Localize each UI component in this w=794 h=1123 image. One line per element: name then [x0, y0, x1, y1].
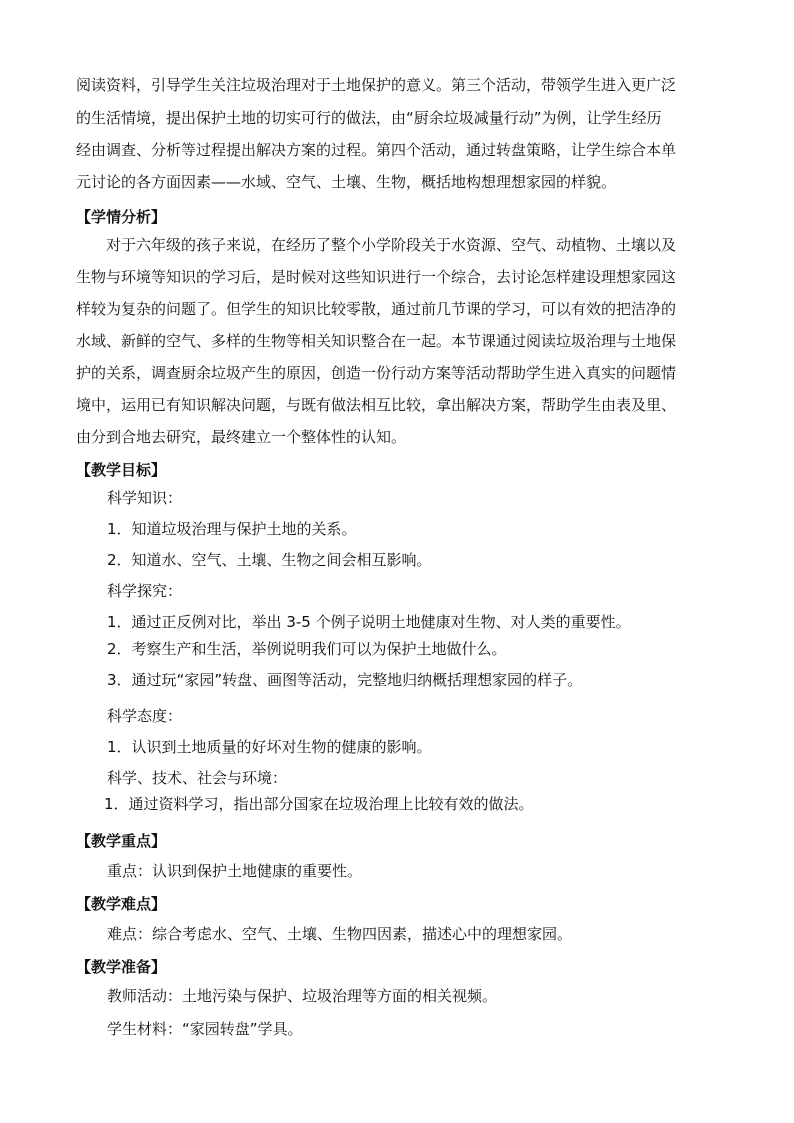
heading-preparation: 【教学准备】	[76, 958, 167, 976]
difficulty-text: 难点：综合考虑水、空气、土壤、生物四因素，描述心中的理想家园。	[107, 925, 573, 943]
attitude-item-1: 1．认识到土地质量的好坏对生物的健康的影响。	[107, 738, 432, 756]
inquiry-item-1: 1．通过正反例对比，举出 3-5 个例子说明土地健康对生物、对人类的重要性。	[107, 613, 631, 631]
knowledge-item-2: 2．知道水、空气、土壤、生物之间会相互影响。	[107, 551, 432, 569]
inquiry-item-3: 3．通过玩“家园”转盘、画图等活动，完整地归纳概括理想家园的样子。	[107, 671, 583, 689]
analysis-line-6: 境中，运用已有知识解决问题，与既有做法相互比较，拿出解决方案，帮助学生由表及里、	[76, 396, 677, 414]
preparation-teacher: 教师活动：土地污染与保护、垃圾治理等方面的相关视频。	[107, 987, 498, 1005]
key-point-text: 重点：认识到保护土地健康的重要性。	[107, 862, 363, 880]
attitude-label: 科学态度：	[107, 707, 183, 725]
intro-line-4: 元讨论的各方面因素——水域、空气、土壤、生物，概括地构想理想家园的样貌。	[76, 173, 617, 191]
analysis-line-1: 对于六年级的孩子来说，在经历了整个小学阶段关于水资源、空气、动植物、土壤以及	[106, 236, 677, 254]
analysis-line-2: 生物与环境等知识的学习后，是时候对这些知识进行一个综合，去讨论怎样建设理想家园这	[76, 268, 677, 286]
analysis-line-7: 由分到合地去研究，最终建立一个整体性的认知。	[76, 428, 407, 446]
knowledge-label: 科学知识：	[107, 489, 183, 507]
analysis-line-4: 水域、新鲜的空气、多样的生物等相关知识整合在一起。本节课通过阅读垃圾治理与土地保	[76, 332, 677, 350]
sts-label: 科学、技术、社会与环境：	[107, 769, 288, 787]
sts-item-1: 1．通过资料学习，指出部分国家在垃圾治理上比较有效的做法。	[104, 795, 534, 813]
inquiry-item-2: 2．考察生产和生活，举例说明我们可以为保护土地做什么。	[107, 640, 507, 658]
intro-line-1: 阅读资料，引导学生关注垃圾治理对于土地保护的意义。第三个活动，带领学生进入更广泛	[76, 76, 677, 94]
heading-difficulty: 【教学难点】	[76, 895, 167, 913]
intro-line-3: 经由调查、分析等过程提出解决方案的过程。第四个活动，通过转盘策略，让学生综合本单	[76, 141, 677, 159]
inquiry-label: 科学探究：	[107, 582, 183, 600]
knowledge-item-1: 1．知道垃圾治理与保护土地的关系。	[107, 520, 357, 538]
analysis-line-3: 样较为复杂的问题了。但学生的知识比较零散，通过前几节课的学习，可以有效的把洁净的	[76, 300, 677, 318]
analysis-line-5: 护的关系，调查厨余垃圾产生的原因，创造一份行动方案等活动帮助学生进入真实的问题情	[76, 364, 677, 382]
heading-key-point: 【教学重点】	[76, 832, 167, 850]
heading-objectives: 【教学目标】	[76, 461, 167, 479]
intro-line-2: 的生活情境，提出保护土地的切实可行的做法，由“厨余垃圾减量行动”为例，让学生经历	[76, 109, 662, 127]
heading-learning-analysis: 【学情分析】	[76, 208, 167, 226]
preparation-student: 学生材料：“家园转盘”学具。	[107, 1020, 303, 1038]
